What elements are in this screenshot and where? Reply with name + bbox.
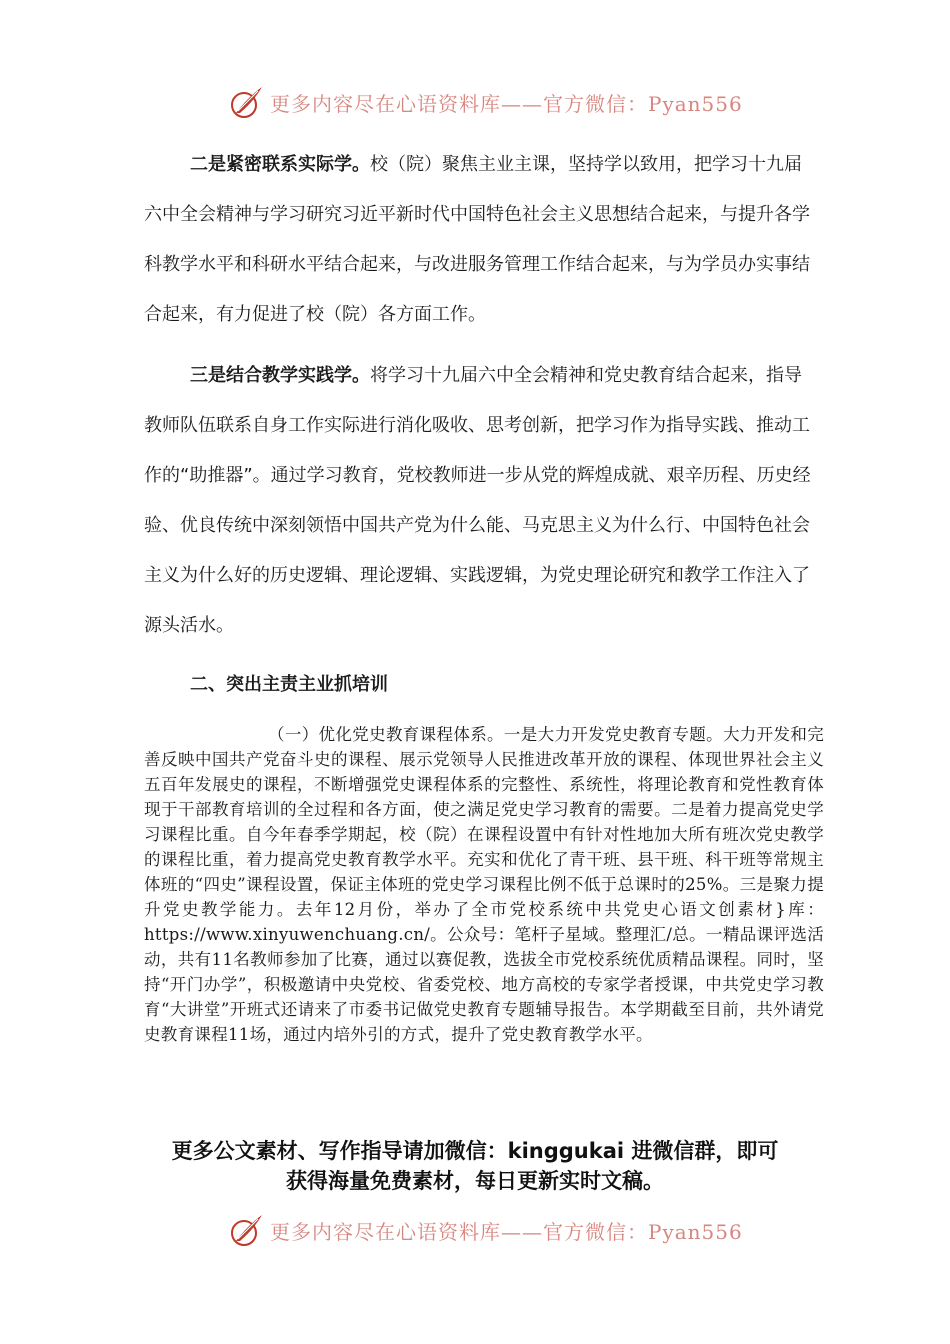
paragraph-lead: 二是紧密联系实际学。 <box>190 154 370 175</box>
footer-banner <box>228 1210 748 1250</box>
section-body: （一）优化党史教育课程体系。一是大力开发党史教育专题。大力开发和完善反映中国共产党奋斗史的课程、展示党领导人民推进改革开放的课程、体现世界社会主义五百年发展史的课程，不断增强党史课程体系的完整性、系统性，将理论教育和党性教育体现于干部教育培训的全过程和各方面，使之满足党史学习教育的需要。二是着力提高党史学习课程比重。自今年春季学期起，校（院）在课程设置中有针对性地加大所有班次党史教学的课程比重，着力提高党史教育教学水平。充实和优化了青干班、县干班、科干班等常规主体班的“四史”课程设置，保证主体班的党史学习课程比例不低于总课时的25%。三是聚力提升党史教学能力。去年12月份，举办了全市党校系统中共党史心语文创素材}库：https://www.xinyuwenchuang.cn/。公众号：笔杆子星域。整理汇/总。一精品课评选活动，共有11名教师参加了比赛，通过以赛促教，选拔全市党校系统优质精品课程。同时，坚持“开门办学”，积极邀请中央党校、省委党校、地方高校的专家学者授课，中共党史学习教育“大讲堂”开班式还请来了市委书记做党史教育专题辅导报告。本学期截至目前，共外请党史教育课程11场，通过内培外引的方式，提升了党史教育教学水平。 <box>144 725 824 1044</box>
paragraph-practice-study <box>144 140 812 340</box>
paragraph-body: 校（院）聚焦主业主课，坚持学以致用，把学习十九届六中全会精神与学习研究习近平新时代中国特色社会主义思想结合起来，与提升各学科教学水平和科研水平结合起来，与改进服务管理工作结合起来，与为学员办实事结合起来，有力促进了校（院）各方面工作。 <box>144 154 810 325</box>
section-title: 二、突出主责主业抓培训 <box>190 674 388 695</box>
quill-logo-icon <box>228 83 266 121</box>
promo-notice <box>120 1136 830 1196</box>
paragraph-body: 将学习十九届六中全会精神和党史教育结合起来，指导教师队伍联系自身工作实际进行消化吸收、思考创新，把学习作为指导实践、推动工作的“助推器”。通过学习教育，党校教师进一步从党的辉煌成就、艰辛历程、历史经验、优良传统中深刻领悟中国共产党为什么能、马克思主义为什么行、中国特色社会主义为什么好的历史逻辑、理论逻辑、实践逻辑，为党史理论研究和教学工作注入了源头活水。 <box>144 365 811 636</box>
footer-banner-text: 更多内容尽在心语资料库——官方微信：Pyan556 <box>270 1219 743 1244</box>
paragraph-teaching-practice <box>144 351 812 651</box>
header-banner <box>228 82 748 122</box>
header-banner-text: 更多内容尽在心语资料库——官方微信：Pyan556 <box>270 91 743 116</box>
paragraph-lead: 三是结合教学实践学。 <box>190 365 370 386</box>
quill-logo-icon <box>228 1211 266 1249</box>
promo-line-1: 更多公文素材、写作指导请加微信：kinggukai 进微信群，即可 <box>171 1139 779 1163</box>
promo-line-2: 获得海量免费素材，每日更新实时文稿。 <box>286 1169 664 1193</box>
